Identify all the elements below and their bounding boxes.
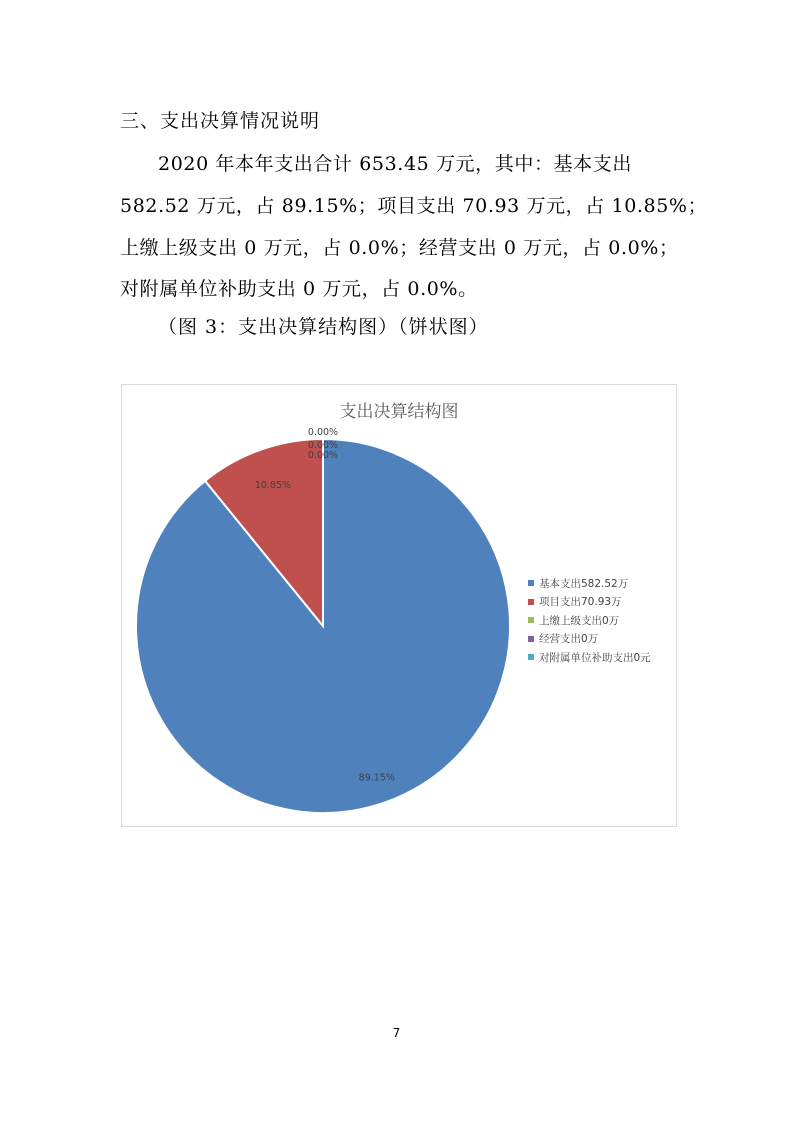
legend-swatch-2 [528, 599, 534, 605]
section-heading: 三、支出决算情况说明 [120, 110, 321, 132]
legend-item-1 [528, 574, 651, 593]
chart-title: 支出决算结构图 [339, 402, 459, 422]
legend-label-1: 基本支出582.52万 [539, 577, 629, 590]
paragraph-line-3: 上缴上级支出 0 万元，占 0.0%；经营支出 0 万元，占 0.0%； [120, 237, 679, 259]
legend-swatch-1 [528, 580, 534, 586]
chart-legend [528, 574, 651, 667]
page-number: 7 [392, 1026, 401, 1040]
paragraph-line-2: 582.52 万元，占 89.15%；项目支出 70.93 万元，占 10.85%； [120, 195, 708, 217]
legend-item-3 [528, 611, 651, 630]
pie-label-2: 10.85% [254, 480, 292, 492]
legend-swatch-4 [528, 636, 534, 642]
pie-label-3: 0.00% [307, 427, 339, 438]
legend-label-4: 经营支出0万 [539, 633, 599, 646]
paragraph-line-4: 对附属单位补助支出 0 万元，占 0.0%。 [120, 278, 478, 300]
pie-label-5: 0.00% [307, 450, 339, 461]
paragraph-line-1: 2020 年本年支出合计 653.45 万元，其中：基本支出 [158, 153, 632, 175]
legend-label-5: 对附属单位补助支出0元 [539, 651, 651, 664]
legend-swatch-5 [528, 654, 534, 660]
legend-item-5 [528, 648, 651, 667]
pie-label-4: 0.00% [307, 440, 339, 451]
legend-label-3: 上缴上级支出0万 [539, 614, 620, 627]
legend-item-2 [528, 593, 651, 612]
pie-label-1: 89.15% [358, 772, 395, 784]
legend-label-2: 项目支出70.93万 [539, 596, 622, 609]
legend-swatch-3 [528, 617, 534, 623]
pie-chart [121, 384, 677, 827]
figure-caption: （图 3：支出决算结构图）（饼状图） [158, 316, 489, 338]
legend-item-4 [528, 630, 651, 649]
